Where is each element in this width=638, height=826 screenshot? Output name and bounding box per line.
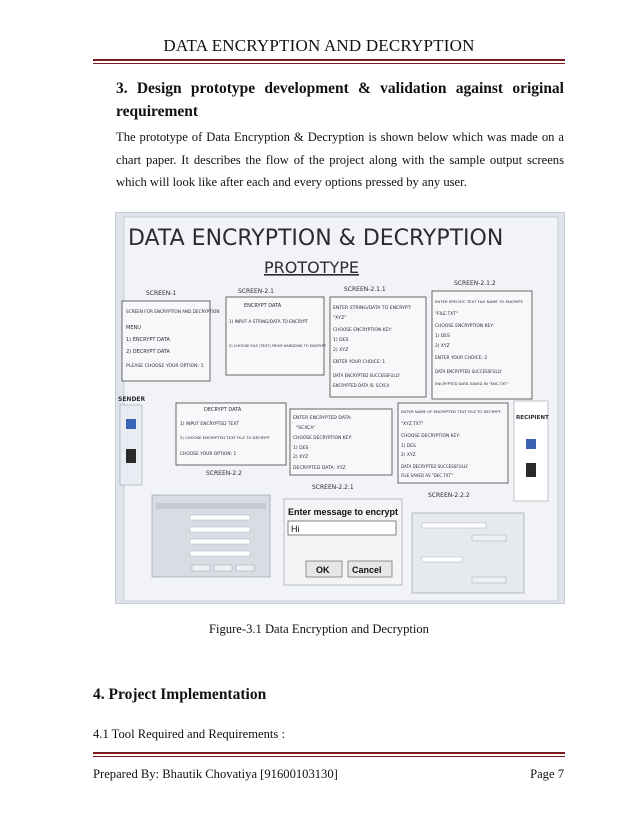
svg-text:RECIPIENT: RECIPIENT <box>516 415 549 421</box>
screen-2-1-2 <box>432 280 532 399</box>
section-3-heading: 3. Design prototype development & validation against original requirement <box>116 80 564 120</box>
svg-text:1) DES: 1) DES <box>401 444 416 449</box>
svg-text:Hi: Hi <box>291 524 300 534</box>
svg-text:ENCRYPT DATA: ENCRYPT DATA <box>244 303 282 309</box>
photo-title: DATA ENCRYPTION & DECRYPTION <box>128 226 504 251</box>
page-number: Page 7 <box>530 767 564 781</box>
svg-text:1) ENCRYPT DATA: 1) ENCRYPT DATA <box>126 337 170 343</box>
svg-text:Enter message to encrypt: Enter message to encrypt <box>288 507 399 517</box>
svg-text:CHOOSE YOUR OPTION: 1: CHOOSE YOUR OPTION: 1 <box>180 452 237 457</box>
encrypt-message-dialog <box>284 499 402 585</box>
svg-text:SCREEN-1: SCREEN-1 <box>146 290 177 297</box>
screen-2-1-1 <box>330 286 426 397</box>
prototype-photo <box>115 212 565 604</box>
svg-text:FILE SAVED AS "DEC.TXT": FILE SAVED AS "DEC.TXT" <box>401 473 453 478</box>
svg-text:"XYZ.TXT": "XYZ.TXT" <box>401 422 424 427</box>
prototype-chart-paper <box>116 213 565 604</box>
svg-text:1) DES: 1) DES <box>333 338 349 343</box>
svg-text:2) XYZ: 2) XYZ <box>293 455 309 460</box>
svg-text:2) XYZ: 2) XYZ <box>333 348 349 353</box>
svg-text:CHOOSE ENCRYPTION KEY:: CHOOSE ENCRYPTION KEY: <box>333 328 392 333</box>
svg-text:CHOOSE DECRYPTION KEY:: CHOOSE DECRYPTION KEY: <box>293 436 352 441</box>
svg-text:SCREEN-2.2.2: SCREEN-2.2.2 <box>428 492 470 499</box>
header-rule <box>93 59 565 61</box>
svg-text:SCREEN FOR ENCRYPTION AND DECR: SCREEN FOR ENCRYPTION AND DECRYPTION <box>126 309 220 314</box>
section-3-paragraph: The prototype of Data Encryption & Decryption is shown below which was made on a chart paper. It describes the flow of the project along with the sample output screens which will look like after each and every options pressed by any user. <box>116 130 564 189</box>
svg-text:1) INPUT A STRING/DATA TO ENCR: 1) INPUT A STRING/DATA TO ENCRYPT <box>229 319 309 324</box>
svg-text:ENTER SPECIFIC TEXT FILE NAME: ENTER SPECIFIC TEXT FILE NAME TO ENCRYPT: <box>435 299 524 304</box>
footer-rule-thin <box>93 756 565 757</box>
recipient-panel <box>514 401 549 501</box>
svg-text:ENTER YOUR CHOICE: 1: ENTER YOUR CHOICE: 1 <box>333 360 386 365</box>
svg-text:DATA DECRYPTED SUCCESSFULLY: DATA DECRYPTED SUCCESSFULLY <box>401 464 468 469</box>
svg-text:DATA ENCRYPTED SUCCESSFULLY: DATA ENCRYPTED SUCCESSFULLY <box>333 373 400 378</box>
svg-text:DECRYPTED DATA: XYZ: DECRYPTED DATA: XYZ <box>293 466 346 471</box>
svg-text:ENCRYPTED DATA SAVED IN "ENC.T: ENCRYPTED DATA SAVED IN "ENC.TXT" <box>435 381 509 386</box>
svg-text:ENTER STRING/DATA TO ENCRYPT:: ENTER STRING/DATA TO ENCRYPT: <box>333 306 412 311</box>
svg-text:2) CHOOSE FILE (TEXT) FROM HAR: 2) CHOOSE FILE (TEXT) FROM HARDDISK TO ENCRYPT <box>229 344 327 348</box>
figure-caption: Figure-3.1 Data Encryption and Decryption <box>209 622 429 636</box>
svg-text:ENCRYPTED DATA IS: SCXCA: ENCRYPTED DATA IS: SCXCA <box>333 383 390 388</box>
svg-text:SCREEN-2.2: SCREEN-2.2 <box>206 470 242 477</box>
svg-text:2) CHOOSE ENCRYPTED TEXT FILE: 2) CHOOSE ENCRYPTED TEXT FILE TO DECRYPT <box>180 435 270 440</box>
svg-text:DECRYPT DATA: DECRYPT DATA <box>204 407 242 413</box>
svg-text:SCREEN-2.2.1: SCREEN-2.2.1 <box>312 484 354 491</box>
header-rule-thin <box>93 63 565 64</box>
svg-text:SCREEN-2.1: SCREEN-2.1 <box>238 288 274 295</box>
photo-subtitle: PROTOTYPE <box>264 258 360 277</box>
footer-rule <box>93 752 565 754</box>
sender-panel <box>118 396 146 485</box>
screen-2-1 <box>226 288 327 375</box>
screenshot-left <box>152 495 270 577</box>
svg-text:OK: OK <box>316 565 330 575</box>
svg-text:DATA ENCRYPTED SUCCESSFULLY: DATA ENCRYPTED SUCCESSFULLY <box>435 369 502 374</box>
svg-text:CHOOSE DECRYPTION KEY:: CHOOSE DECRYPTION KEY: <box>401 434 460 439</box>
svg-text:1) INPUT ENCRYPTED TEXT: 1) INPUT ENCRYPTED TEXT <box>180 422 239 427</box>
svg-text:"XYZ": "XYZ" <box>333 316 347 321</box>
svg-text:ENTER YOUR CHOICE: 2: ENTER YOUR CHOICE: 2 <box>435 356 488 361</box>
section-4-1-heading: 4.1 Tool Required and Requirements : <box>93 727 285 741</box>
footer-author: Prepared By: Bhautik Chovatiya [91600103130] <box>93 767 338 781</box>
svg-text:2) XYZ: 2) XYZ <box>435 344 450 349</box>
running-header: DATA ENCRYPTION AND DECRYPTION <box>163 36 475 55</box>
svg-text:PLEASE CHOOSE YOUR OPTION: 1: PLEASE CHOOSE YOUR OPTION: 1 <box>126 364 204 369</box>
svg-text:"FILE.TXT": "FILE.TXT" <box>435 312 458 317</box>
svg-text:ENTER NAME OF ENCRYPTED TEXT F: ENTER NAME OF ENCRYPTED TEXT FILE TO DECRYPT: <box>401 409 502 414</box>
svg-text:SENDER: SENDER <box>118 396 146 403</box>
svg-text:MENU: MENU <box>126 325 141 331</box>
screen-1 <box>122 290 219 381</box>
svg-text:SCREEN-2.1.1: SCREEN-2.1.1 <box>344 286 386 293</box>
section-4-heading: 4. Project Implementation <box>93 686 267 703</box>
svg-text:1) DES: 1) DES <box>435 334 450 339</box>
svg-text:2) DECRYPT DATA: 2) DECRYPT DATA <box>126 349 170 355</box>
svg-text:SCREEN-2.1.2: SCREEN-2.1.2 <box>454 280 496 287</box>
svg-text:Cancel: Cancel <box>352 565 382 575</box>
svg-text:"SCXCA": "SCXCA" <box>296 426 316 431</box>
screenshot-right <box>412 513 524 593</box>
svg-text:CHOOSE ENCRYPTION KEY:: CHOOSE ENCRYPTION KEY: <box>435 324 494 329</box>
svg-text:ENTER ENCRYPTED DATA:: ENTER ENCRYPTED DATA: <box>293 416 352 421</box>
svg-text:1) DES: 1) DES <box>293 446 309 451</box>
svg-text:2) XYZ: 2) XYZ <box>401 453 416 458</box>
